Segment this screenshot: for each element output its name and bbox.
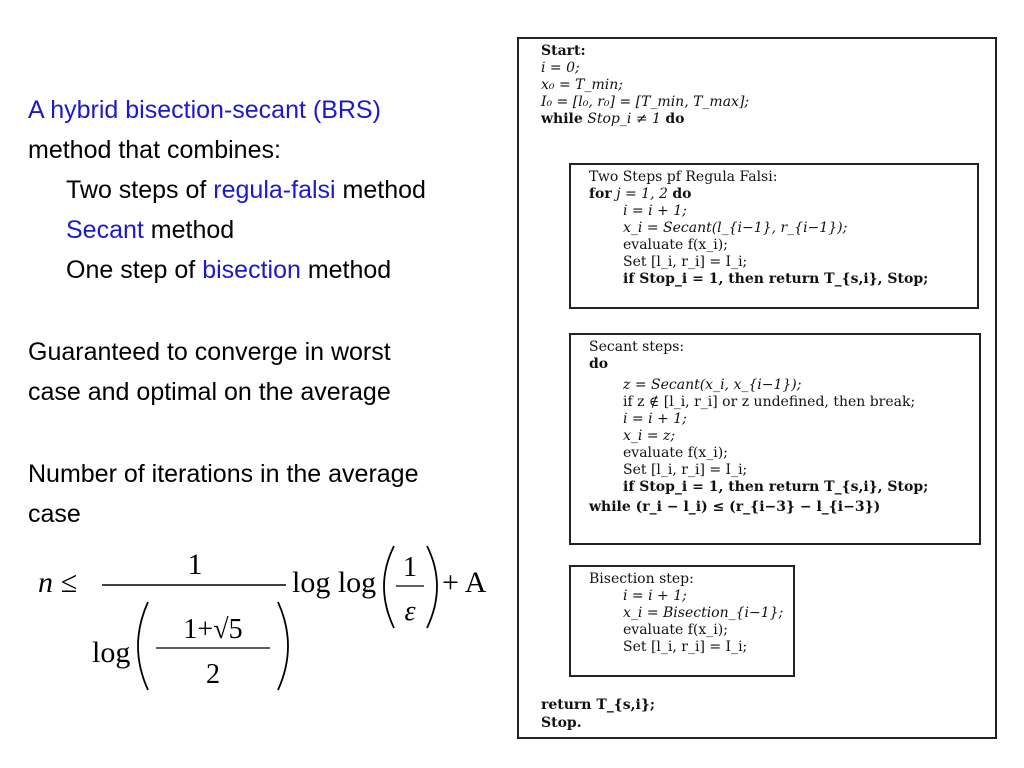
block1-line: Set [l_i, r_i] = I_i; [623, 254, 748, 270]
regula-falsi-block [569, 163, 979, 309]
block3-line: evaluate f(x_i); [623, 622, 728, 638]
block3-line: i = i + 1; [623, 588, 687, 604]
formula-frac-num: 1 [403, 552, 417, 583]
algo-stop: Stop. [541, 715, 582, 731]
block1-line: i = i + 1; [623, 203, 687, 219]
formula-loglog: log log [292, 566, 377, 599]
formula-frac-den: ε [404, 596, 416, 627]
block2-line: Set [l_i, r_i] = I_i; [623, 462, 748, 478]
left-text-panel [28, 90, 498, 534]
combined-item-bisection: One step of bisection method [66, 256, 392, 284]
block1-line: x_i = Secant(l_{i−1}, r_{i−1}); [623, 220, 848, 236]
block3-line: x_i = Bisection_{i−1}; [623, 605, 784, 621]
block1-for: for j = 1, 2 do [589, 186, 692, 202]
block1-if-line: if Stop_i = 1, then return T_{s,i}, Stop; [623, 271, 929, 287]
block2-line: evaluate f(x_i); [623, 445, 728, 461]
block3-title: Bisection step: [589, 571, 694, 587]
algo-init-2: x₀ = T_min; [541, 77, 623, 93]
block2-line: z = Secant(x_i, x_{i−1}); [623, 377, 802, 393]
algo-start: Start: [541, 43, 586, 59]
algo-init-3: I₀ = [l₀, r₀] = [T_min, T_max]; [541, 94, 750, 110]
bisection-step-block [569, 565, 795, 677]
iteration-formula [30, 540, 490, 700]
formula-numerator: 1 [187, 548, 203, 581]
block2-while-line: while (r_i − l_i) ≤ (r_{i−3} − l_{i−3}) [589, 499, 881, 515]
iterations-text-1: Number of iterations in the average [28, 460, 419, 488]
formula-lhs: n ≤ [38, 566, 77, 599]
convergence-text-1: Guaranteed to converge in worst [28, 338, 391, 366]
convergence-text-2: case and optimal on the average [28, 378, 391, 406]
formula-paren-left [138, 602, 148, 690]
formula-paren-right [278, 602, 288, 690]
block2-title: Secant steps: [589, 339, 685, 355]
block3-line: Set [l_i, r_i] = I_i; [623, 639, 748, 655]
formula-inner-den: 2 [206, 659, 220, 690]
formula-inner-num: 1+√5 [183, 614, 243, 645]
secant-steps-block [569, 333, 981, 545]
iterations-text-2: case [28, 500, 81, 528]
combined-item-regula-falsi: Two steps of regula-falsi method [66, 176, 426, 204]
block2-line: i = i + 1; [623, 411, 687, 427]
block2-line: if z ∉ [l_i, r_i] or z undefined, then break; [623, 394, 916, 410]
block1-line: evaluate f(x_i); [623, 237, 728, 253]
block2-do: do [589, 356, 609, 372]
block2-line: x_i = z; [623, 428, 676, 444]
algo-init-1: i = 0; [541, 60, 580, 76]
intro-heading: A hybrid bisection-secant (BRS) [28, 96, 381, 124]
block2-if-line: if Stop_i = 1, then return T_{s,i}, Stop; [623, 479, 929, 495]
formula-plus-a: + A [442, 566, 487, 599]
algo-while: while Stop_i ≠ 1 do [541, 111, 685, 127]
formula-paren-right-2 [427, 546, 437, 628]
formula-svg [30, 540, 490, 700]
block1-title: Two Steps pf Regula Falsi: [589, 169, 778, 185]
intro-text: method that combines: [28, 136, 281, 164]
formula-log: log [92, 636, 131, 669]
algorithm-box [517, 37, 997, 739]
combined-item-secant: Secant method [66, 216, 235, 244]
algo-return: return T_{s,i}; [541, 697, 656, 713]
formula-paren-left-2 [384, 546, 394, 628]
